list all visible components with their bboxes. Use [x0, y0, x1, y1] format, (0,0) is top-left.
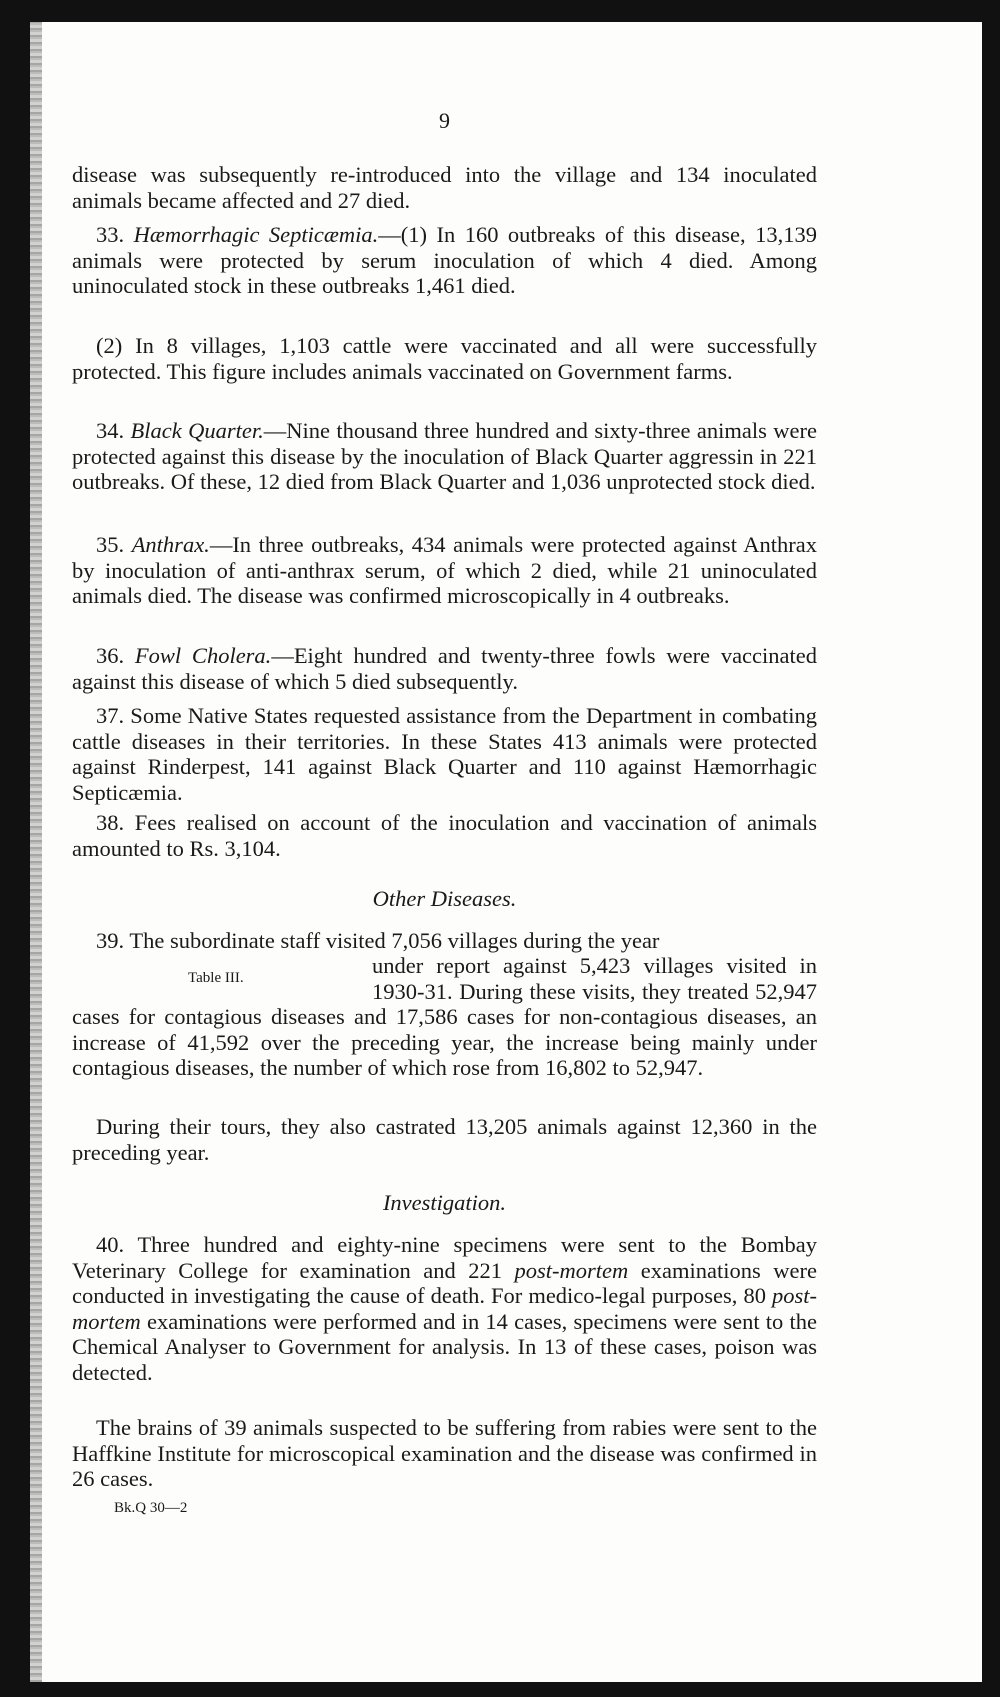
- paragraph-36-title: Fowl Cholera.: [134, 643, 272, 668]
- paragraph-40: 40. Three hundred and eighty-nine specimens were sent to the Bombay Veterinary College for examination and 221 post-mortem examinations were conducted in investigating the cause of death. For medico-legal purposes, 80 post-mortem examinations were performed and in 14 cases, specimens were sent to the Chemical Analyser to Government for analysis. In 13 of these cases, poison was detected.: [72, 1232, 817, 1385]
- paragraph-33-2: (2) In 8 villages, 1,103 cattle were vaccinated and all were successfully protected. This figure includes animals vaccinated on Government farms.: [72, 333, 817, 384]
- paragraph-36: 36. Fowl Cholera.—Eight hundred and twenty-three fowls were vaccinated against this disease of which 5 died subsequently.: [72, 643, 817, 694]
- paragraph-39: under report against 5,423 villages visited in 1930-31. During these visits, they treated 52,947 cases for contagious diseases and 17,586 cases for non-contagious diseases, an increase of 41,592 over the preceding year, the increase being mainly under contagious diseases, the number of which rose from 16,802 to 52,947.: [72, 953, 817, 1080]
- page-number: 9: [439, 108, 450, 133]
- paragraph-33-title: Hæmorrhagic Septicæmia.: [133, 222, 379, 247]
- paragraph-37: 37. Some Native States requested assistance from the Department in combating cattle diseases in their territories. In these States 413 animals were protected against Rinderpest, 141 against Black Quarter and 110 against Hæmorrhagic Septicæmia.: [72, 703, 817, 805]
- paragraph-33: 33. Hæmorrhagic Septicæmia.—(1) In 160 outbreaks of this disease, 13,139 animals were protected by serum inoculation of which 4 died. Among uninoculated stock in these outbreaks 1,461 died.: [72, 222, 817, 298]
- paragraph-34: 34. Black Quarter.—Nine thousand three hundred and sixty-three animals were protected against this disease by the inoculation of Black Quarter aggressin in 221 outbreaks. Of these, 12 died from Black Quarter and 1,036 unprotected stock died.: [72, 418, 817, 494]
- paragraph-35-title: Anthrax.: [131, 532, 210, 557]
- paragraph-38: 38. Fees realised on account of the inoculation and vaccination of animals amounted to Rs. 3,104.: [72, 810, 817, 861]
- paragraph-34-title: Black Quarter.: [130, 418, 264, 443]
- footer-reference: Bk.Q 30—2: [114, 1500, 188, 1516]
- section-heading-other-diseases: Other Diseases.: [372, 886, 517, 911]
- paragraph-39-2: During their tours, they also castrated 13,205 animals against 12,360 in the preceding year.: [72, 1114, 817, 1165]
- paragraph-35: 35. Anthrax.—In three outbreaks, 434 animals were protected against Anthrax by inoculation of anti-anthrax serum, of which 2 died, while 21 uninoculated animals died. The disease was confirmed microscopically in 4 outbreaks.: [72, 532, 817, 608]
- section-heading-investigation: Investigation.: [382, 1190, 507, 1215]
- page-binding-edge: [30, 22, 42, 1682]
- paragraph-40-2: The brains of 39 animals suspected to be suffering from rabies were sent to the Haffkine Institute for microscopical examination and the disease was confirmed in 26 cases.: [72, 1415, 817, 1491]
- paragraph-continuation: disease was subsequently re-introduced into the village and 134 inoculated animals became affected and 27 died.: [72, 162, 817, 213]
- paragraph-39-line1: 39. The subordinate staff visited 7,056 villages during the year: [96, 928, 660, 953]
- margin-note-table-iii: Table III.: [188, 970, 244, 986]
